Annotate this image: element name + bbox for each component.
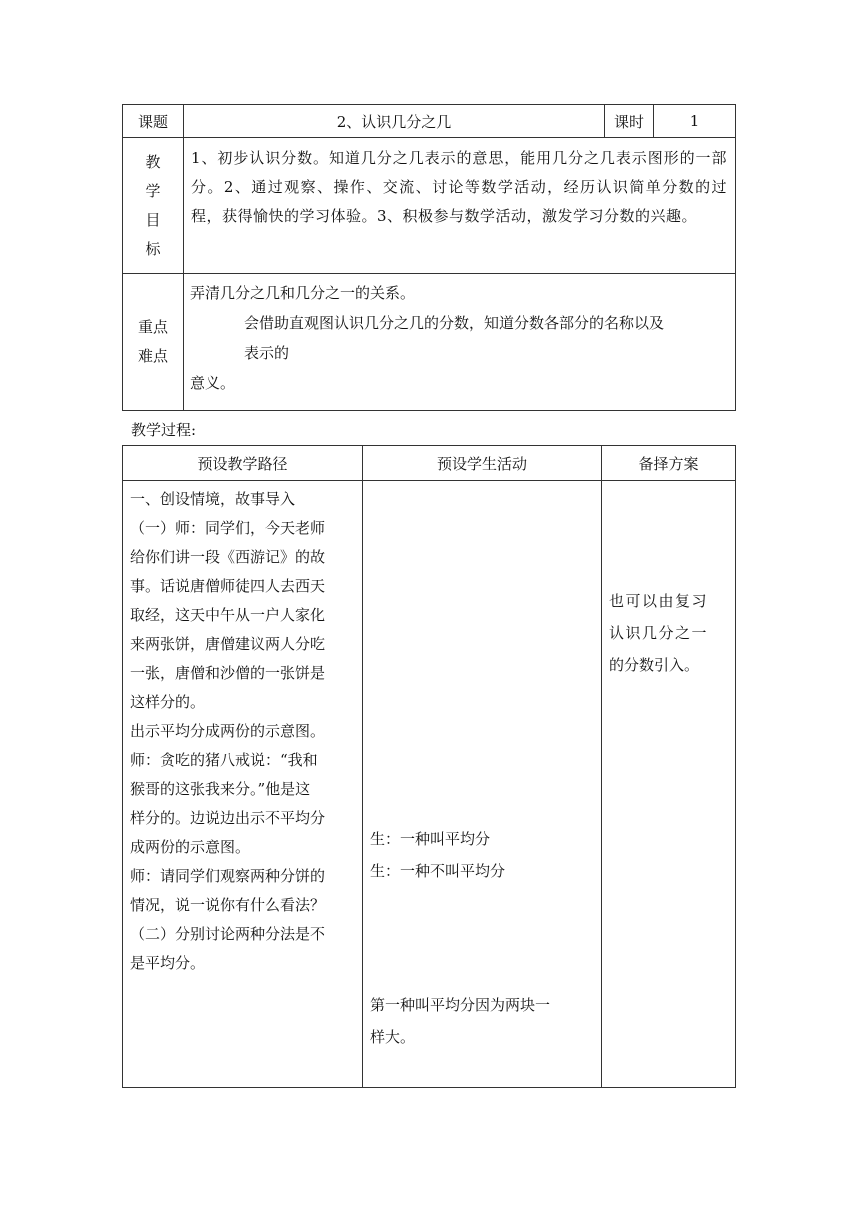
- student-line: 生：一种不叫平均分: [370, 862, 506, 880]
- goals-label: [123, 138, 184, 274]
- teacher-line: 是平均分。: [130, 954, 206, 972]
- teacher-line: 这样分的。: [130, 693, 206, 711]
- student-activity-cell: [363, 481, 602, 1088]
- key-difficult-content: [184, 274, 736, 411]
- teacher-line: 出示平均分成两份的示意图。: [130, 722, 326, 740]
- teacher-line: 取经，这天中午从一户人家化: [130, 606, 326, 624]
- key-label-line: 难点: [137, 347, 168, 365]
- topic-value: 2、认识几分之几: [184, 105, 605, 138]
- goals-text: 1、初步认识分数。知道几分之几表示的意思，能用几分之几表示图形的一部分。2、通过观察、操作、交流、讨论等数学活动，经历认识简单分数的过程，获得愉快的学习体验。3、积极参与数学活动，激发学习分数的兴趣。: [184, 138, 736, 274]
- header-teaching-path: 预设教学路径: [123, 446, 363, 481]
- topic-label: 课题: [123, 105, 184, 138]
- alt-line: 也可以由复习: [609, 592, 709, 610]
- teacher-line: 一张，唐僧和沙僧的一张饼是: [130, 664, 326, 682]
- hours-value: 1: [654, 105, 736, 138]
- key-line: 弄清几分之几和几分之一的关系。: [190, 284, 416, 302]
- teacher-line: 来两张饼，唐僧建议两人分吃: [130, 635, 326, 653]
- teaching-process-table: [122, 445, 736, 1088]
- teacher-line: （一）师：同学们，今天老师: [130, 519, 326, 537]
- student-line: 生：一种叫平均分: [370, 830, 491, 848]
- student-line: 样大。: [370, 1028, 416, 1046]
- teacher-line: 师：请同学们观察两种分饼的: [130, 867, 326, 885]
- teacher-line: 情况，说一说你有什么看法？: [130, 896, 326, 914]
- lesson-info-table: [122, 104, 736, 411]
- alt-line: 认识几分之一: [609, 624, 709, 642]
- teacher-line: 一、创设情境，故事导入: [130, 490, 296, 508]
- goals-label-char: 目: [145, 210, 161, 229]
- alt-line: 的分数引入。: [609, 656, 700, 674]
- hours-label: 课时: [605, 105, 654, 138]
- teacher-line: 样分的。边说边出示不平均分: [130, 809, 326, 827]
- teacher-line: 给你们讲一段《西游记》的故: [130, 548, 326, 566]
- key-line: 会借助直观图认识几分之几的分数，知道分数各部分的名称以及: [244, 314, 665, 332]
- teacher-line: 猴哥的这张我来分。”他是这: [130, 780, 311, 798]
- goals-label-char: 教: [145, 152, 161, 171]
- teacher-line: 事。话说唐僧师徒四人去西天: [130, 577, 326, 595]
- teacher-line: 师：贪吃的猪八戒说：“我和: [130, 751, 318, 769]
- key-label-line: 重点: [137, 318, 168, 336]
- key-difficult-label: [123, 274, 184, 411]
- teacher-line: （二）分别讨论两种分法是不: [130, 925, 326, 943]
- key-line: 意义。: [190, 374, 236, 392]
- student-line: 第一种叫平均分因为两块一: [370, 996, 551, 1014]
- alternative-cell: [602, 481, 736, 1088]
- teacher-path-cell: [123, 481, 363, 1088]
- goals-label-char: 学: [145, 181, 161, 200]
- teacher-line: 成两份的示意图。: [130, 838, 251, 856]
- goals-label-char: 标: [145, 239, 161, 258]
- key-line: 表示的: [244, 344, 290, 362]
- process-label: 教学过程:: [131, 421, 197, 439]
- header-student-activity: 预设学生活动: [363, 446, 602, 481]
- header-alternative: 备择方案: [602, 446, 736, 481]
